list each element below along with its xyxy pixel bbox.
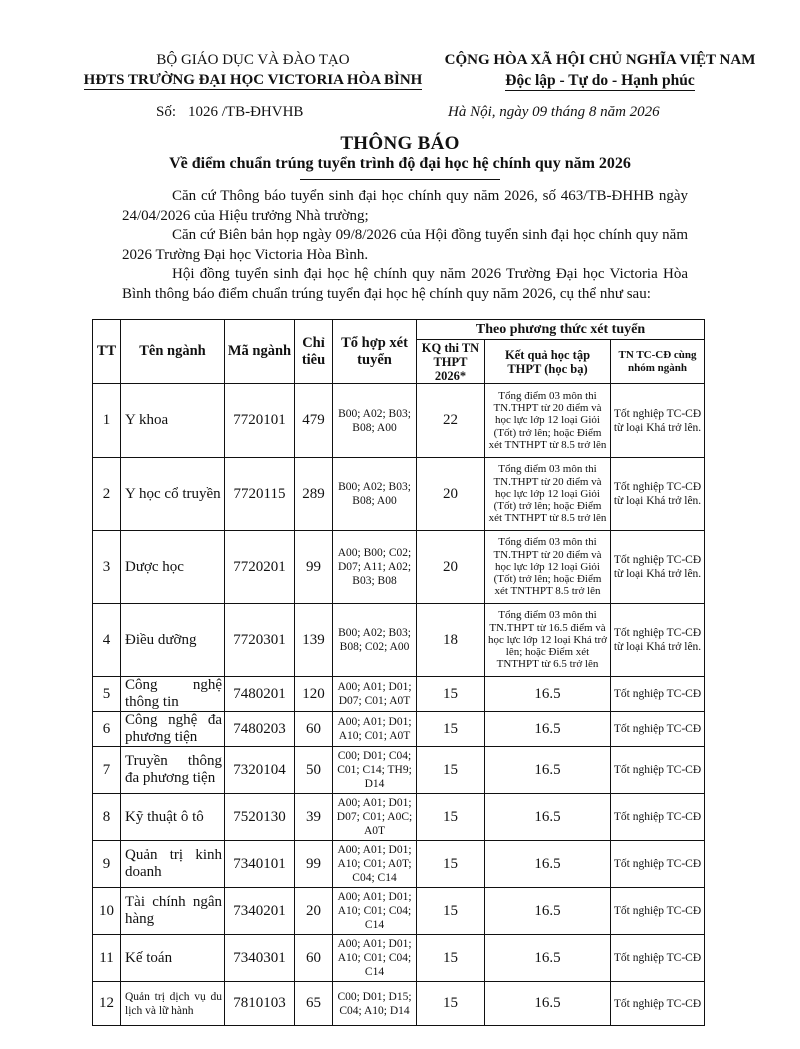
cell-name: Công nghệ thông tin [121, 677, 225, 712]
cell-tt: 9 [93, 841, 121, 888]
table-row [93, 888, 705, 935]
cell-tc: Tốt nghiệp TC-CĐ từ loại Khá trở lên. [611, 604, 705, 677]
cell-quota: 99 [295, 531, 333, 604]
cell-exam: 15 [417, 982, 485, 1026]
cell-tc: Tốt nghiệp TC-CĐ [611, 794, 705, 841]
paragraph: Căn cứ Biên bản họp ngày 09/8/2026 của Hội đồng tuyển sinh đại học chính quy năm 2026 Trường Đại học Victoria Hòa Bình. [122, 227, 688, 263]
cell-exam: 20 [417, 531, 485, 604]
cell-tt: 4 [93, 604, 121, 677]
doc-number-value: 1026 /TB-ĐHVHB [188, 104, 304, 120]
university-name: HĐTS TRƯỜNG ĐẠI HỌC VICTORIA HÒA BÌNH [83, 72, 423, 88]
paragraph: Hội đồng tuyển sinh đại học hệ chính quy năm 2026 Trường Đại học Victoria Hòa Bình thông báo điểm chuẩn trúng tuyển đại học hệ chính quy năm 2026, cụ thể như sau: [122, 266, 688, 302]
table-row [93, 458, 705, 531]
cell-quota: 39 [295, 794, 333, 841]
document-subtitle: Về điểm chuẩn trúng tuyển trình độ đại học hệ chính quy năm 2026 [169, 155, 631, 172]
cell-name: Quản trị dịch vụ du lịch và lữ hành [121, 982, 225, 1026]
cell-tt: 10 [93, 888, 121, 935]
document-number [156, 104, 315, 121]
header-transcript: Kết quả học tập THPT (học bạ) [485, 340, 611, 384]
cell-transcript: Tổng điểm 03 môn thi TN.THPT từ 20 điểm và học lực lớp 12 loại Giỏi (Tốt) trở lên; hoặc Điểm xét TNTHPT 8.5 trở lên [485, 531, 611, 604]
document-title: THÔNG BÁO [340, 133, 460, 154]
cell-transcript: Tổng điểm 03 môn thi TN.THPT từ 16.5 điểm và học lực lớp 12 loại Khá trở lên; hoặc Điểm xét TNTHPT từ 6.5 trở lên [485, 604, 611, 677]
cell-tc: Tốt nghiệp TC-CĐ [611, 712, 705, 747]
table-row [93, 712, 705, 747]
cell-quota: 60 [295, 935, 333, 982]
cell-tt: 2 [93, 458, 121, 531]
cell-tt: 6 [93, 712, 121, 747]
cell-transcript: 16.5 [485, 712, 611, 747]
cell-combo: A00; A01; D01; A10; C01; C04; C14 [333, 935, 417, 982]
cell-exam: 15 [417, 677, 485, 712]
cell-combo: B00; A02; B03; B08; C02; A00 [333, 604, 417, 677]
cell-name: Quản trị kinh doanh [121, 841, 225, 888]
cell-combo: A00; A01; D01; A10; C01; A0T [333, 712, 417, 747]
cell-quota: 20 [295, 888, 333, 935]
cell-exam: 20 [417, 458, 485, 531]
cell-transcript: Tổng điểm 03 môn thi TN.THPT từ 20 điểm và học lực lớp 12 loại Giỏi (Tốt) trở lên; hoặc Điểm xét TNTHPT từ 8.5 trở lên [485, 384, 611, 458]
cell-tc: Tốt nghiệp TC-CĐ [611, 677, 705, 712]
cell-quota: 289 [295, 458, 333, 531]
cell-quota: 65 [295, 982, 333, 1026]
cell-transcript: 16.5 [485, 935, 611, 982]
cell-name: Điều dưỡng [121, 604, 225, 677]
body-text [122, 187, 688, 304]
header-combo: Tổ hợp xét tuyển [333, 320, 417, 384]
cell-name: Dược học [121, 531, 225, 604]
ministry-name: BỘ GIÁO DỤC VÀ ĐÀO TẠO [156, 52, 350, 68]
cell-tt: 12 [93, 982, 121, 1026]
header-code: Mã ngành [225, 320, 295, 384]
cell-code: 7520130 [225, 794, 295, 841]
admission-scores-table [92, 319, 705, 1026]
cell-tt: 5 [93, 677, 121, 712]
cell-exam: 15 [417, 712, 485, 747]
cell-code: 7340101 [225, 841, 295, 888]
nation-name: CỘNG HÒA XÃ HỘI CHỦ NGHĨA VIỆT NAM [444, 52, 756, 68]
cell-exam: 15 [417, 747, 485, 794]
cell-code: 7340201 [225, 888, 295, 935]
header-tt: TT [93, 320, 121, 384]
cell-combo: A00; A01; D01; A10; C01; A0T; C04; C14 [333, 841, 417, 888]
subtitle-divider [300, 179, 500, 180]
header-tc: TN TC-CĐ cùng nhóm ngành [611, 340, 705, 384]
cell-transcript: 16.5 [485, 982, 611, 1026]
cell-combo: B00; A02; B03; B08; A00 [333, 384, 417, 458]
cell-tc: Tốt nghiệp TC-CĐ từ loại Khá trở lên. [611, 384, 705, 458]
cell-name: Kế toán [121, 935, 225, 982]
table-row [93, 747, 705, 794]
cell-combo: C00; D01; C04; C01; C14; TH9; D14 [333, 747, 417, 794]
table-row [93, 794, 705, 841]
table-row [93, 531, 705, 604]
place-date: Hà Nội, ngày 09 tháng 8 năm 2026 [448, 104, 660, 120]
header-quota: Chỉ tiêu [295, 320, 333, 384]
table-row [93, 935, 705, 982]
cell-quota: 60 [295, 712, 333, 747]
doc-number-label: Số: [156, 104, 177, 120]
cell-exam: 22 [417, 384, 485, 458]
cell-code: 7720201 [225, 531, 295, 604]
header-exam: KQ thi TN THPT 2026* [417, 340, 485, 384]
cell-combo: A00; B00; C02; D07; A11; A02; B03; B08 [333, 531, 417, 604]
cell-exam: 18 [417, 604, 485, 677]
table-row [93, 677, 705, 712]
cell-tt: 11 [93, 935, 121, 982]
cell-code: 7720301 [225, 604, 295, 677]
cell-tt: 8 [93, 794, 121, 841]
cell-quota: 99 [295, 841, 333, 888]
cell-combo: A00; A01; D01; D07; C01; A0C; A0T [333, 794, 417, 841]
cell-exam: 15 [417, 794, 485, 841]
cell-code: 7720101 [225, 384, 295, 458]
cell-quota: 139 [295, 604, 333, 677]
cell-name: Truyền thông đa phương tiện [121, 747, 225, 794]
cell-name: Y khoa [121, 384, 225, 458]
cell-code: 7720115 [225, 458, 295, 531]
cell-name: Tài chính ngân hàng [121, 888, 225, 935]
cell-transcript: Tổng điểm 03 môn thi TN.THPT từ 20 điểm và học lực lớp 12 loại Giỏi (Tốt) trở lên; hoặc Điểm xét TNTHPT từ 8.5 trở lên [485, 458, 611, 531]
document-subtitle-block [0, 155, 800, 173]
cell-transcript: 16.5 [485, 747, 611, 794]
cell-code: 7340301 [225, 935, 295, 982]
cell-transcript: 16.5 [485, 794, 611, 841]
cell-transcript: 16.5 [485, 888, 611, 935]
cell-code: 7480203 [225, 712, 295, 747]
cell-combo: C00; D01; D15; C04; A10; D14 [333, 982, 417, 1026]
table-row [93, 841, 705, 888]
cell-tt: 7 [93, 747, 121, 794]
cell-code: 7480201 [225, 677, 295, 712]
cell-tc: Tốt nghiệp TC-CĐ [611, 841, 705, 888]
cell-code: 7320104 [225, 747, 295, 794]
cell-name: Công nghệ đa phương tiện [121, 712, 225, 747]
cell-tt: 3 [93, 531, 121, 604]
table-row [93, 982, 705, 1026]
cell-tc: Tốt nghiệp TC-CĐ từ loại Khá trở lên. [611, 531, 705, 604]
cell-name: Kỹ thuật ô tô [121, 794, 225, 841]
cell-tt: 1 [93, 384, 121, 458]
header-name: Tên ngành [121, 320, 225, 384]
cell-exam: 15 [417, 888, 485, 935]
cell-code: 7810103 [225, 982, 295, 1026]
issuer-block [78, 50, 428, 90]
header-method: Theo phương thức xét tuyển [417, 320, 705, 340]
cell-tc: Tốt nghiệp TC-CĐ [611, 982, 705, 1026]
cell-tc: Tốt nghiệp TC-CĐ [611, 747, 705, 794]
cell-tc: Tốt nghiệp TC-CĐ từ loại Khá trở lên. [611, 458, 705, 531]
table-row [93, 604, 705, 677]
cell-quota: 479 [295, 384, 333, 458]
cell-tc: Tốt nghiệp TC-CĐ [611, 888, 705, 935]
motto: Độc lập - Tự do - Hạnh phúc [505, 72, 695, 89]
cell-combo: A00; A01; D01; A10; C01; C04; C14 [333, 888, 417, 935]
cell-name: Y học cổ truyền [121, 458, 225, 531]
cell-tc: Tốt nghiệp TC-CĐ [611, 935, 705, 982]
cell-quota: 120 [295, 677, 333, 712]
cell-combo: A00; A01; D01; D07; C01; A0T [333, 677, 417, 712]
cell-combo: B00; A02; B03; B08; A00 [333, 458, 417, 531]
cell-transcript: 16.5 [485, 677, 611, 712]
paragraph: Căn cứ Thông báo tuyển sinh đại học chính quy năm 2026, số 463/TB-ĐHHB ngày 24/04/2026 của Hiệu trưởng Nhà trường; [122, 188, 688, 224]
cell-quota: 50 [295, 747, 333, 794]
cell-exam: 15 [417, 841, 485, 888]
table-row [93, 384, 705, 458]
cell-transcript: 16.5 [485, 841, 611, 888]
national-motto-block [412, 50, 788, 92]
cell-exam: 15 [417, 935, 485, 982]
